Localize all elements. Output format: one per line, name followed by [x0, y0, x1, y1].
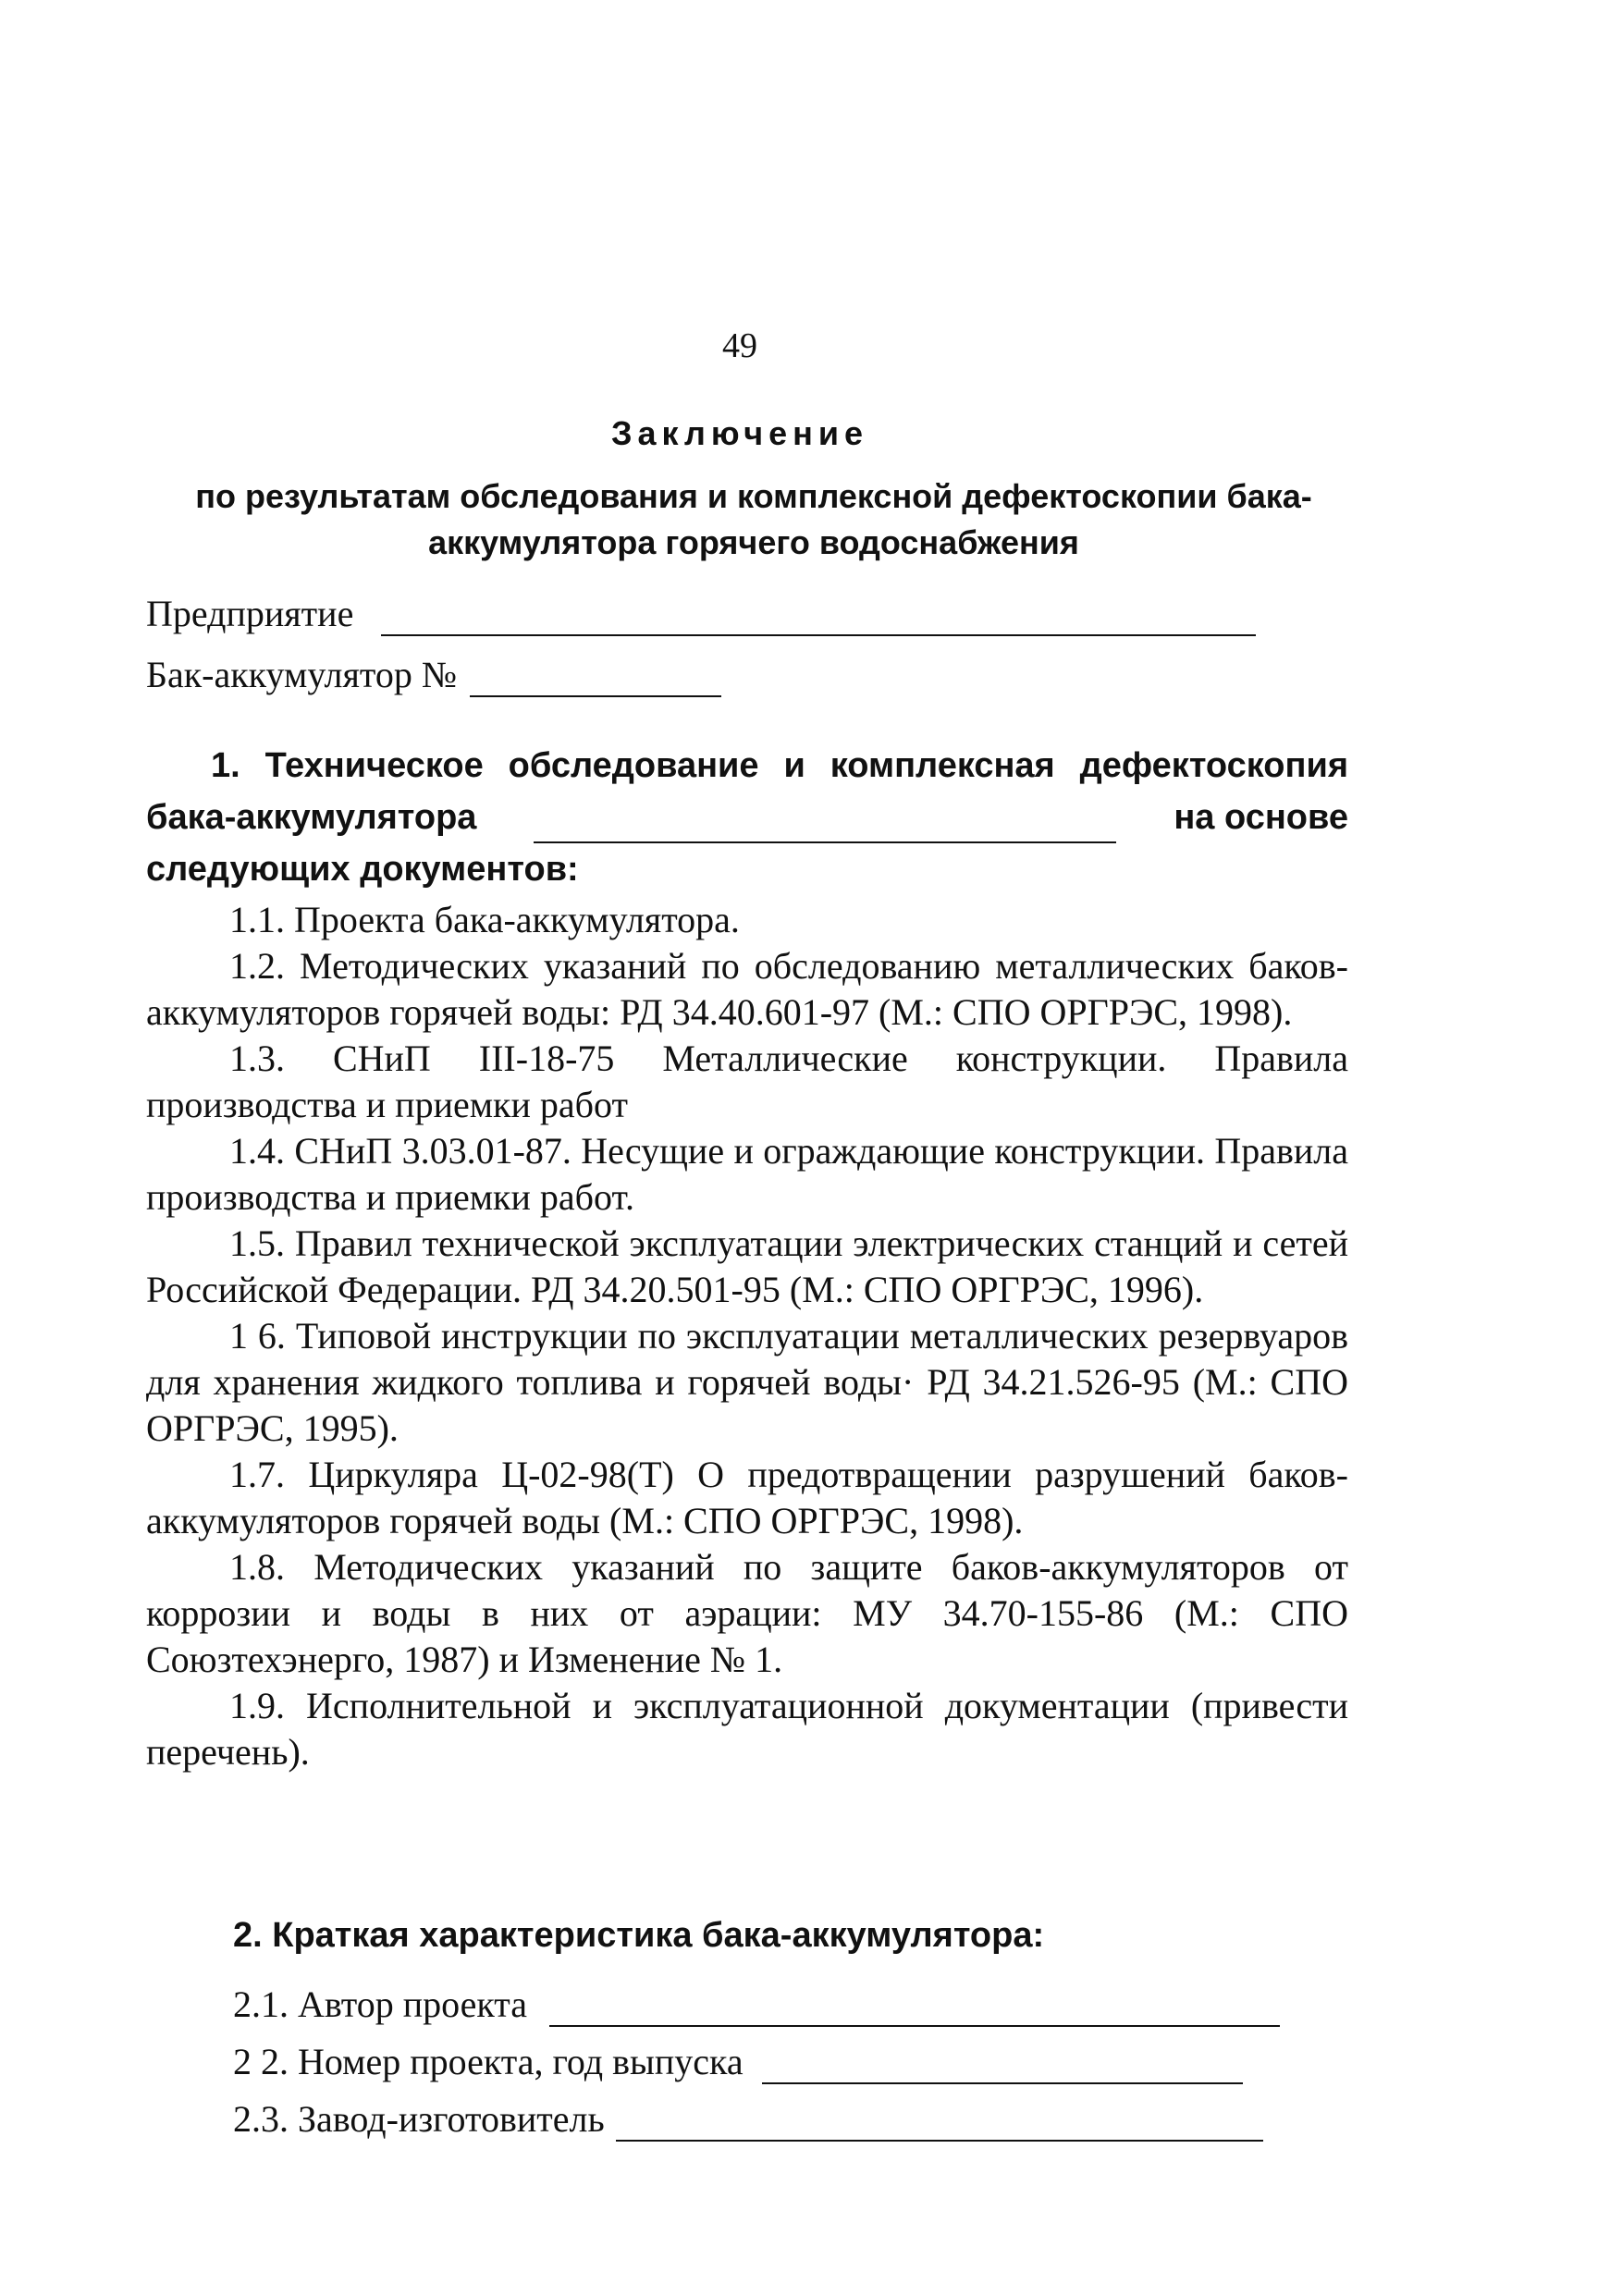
list-item: 1.4. СНиП 3.03.01-87. Несущие и ограждающие конструкции. Правила производства и приемки работ.: [146, 1130, 1348, 1218]
section-1-line-3: следующих документов:: [146, 850, 579, 889]
list-item: 1.8. Методических указаний по защите баков-аккумуляторов от коррозии и воды в них от аэрации: МУ 34.70-155-86 (М.: СПО Союзтехэнерго, 1987) и Изменение № 1.: [146, 1546, 1348, 1680]
list-item: 1 6. Типовой инструкции по эксплуатации металлических резервуаров для хранения жидкого топлива и горячей воды· РД 34.21.526-95 (М.: СПО ОРГРЭС, 1995).: [146, 1315, 1348, 1449]
list-item: 1.1. Проекта бака-аккумулятора.: [229, 899, 740, 940]
manufacturer-field: [233, 2097, 1263, 2142]
manufacturer-blank: [616, 2108, 1263, 2142]
list-item: 1.3. СНиП III-18-75 Металлические конструкции. Правила производства и приемки работ: [146, 1037, 1348, 1125]
project-author-field: [233, 1983, 1280, 2027]
project-number-blank: [762, 2051, 1243, 2084]
section-1-line-2-right: на основе: [1174, 798, 1348, 837]
section-2-heading: 2. Краткая характеристика бака-аккумулятора:: [233, 1916, 1045, 1955]
project-number-label: 2 2. Номер проекта, год выпуска: [233, 2041, 744, 2082]
section-1-line-2-left: бака-аккумулятора: [146, 798, 477, 837]
tank-number-field: [146, 653, 721, 697]
project-author-blank: [549, 1994, 1280, 2027]
enterprise-label: Предприятие: [146, 593, 354, 634]
manufacturer-label: 2.3. Завод-изготовитель: [233, 2098, 605, 2140]
section-1-heading: [146, 740, 1348, 895]
document-subtitle: по результатам обследования и комплексной дефектоскопии бака-аккумулятора горячего водоснабжения: [195, 477, 1312, 561]
section-1-line-1: 1. Техническое обследование и комплексная дефектоскопия: [211, 746, 1348, 785]
project-number-field: [233, 2040, 1243, 2084]
section-1-line-2: [146, 792, 1348, 843]
tank-number-label: Бак-аккумулятор №: [146, 654, 458, 695]
list-item: 1.2. Методических указаний по обследованию металлических баков-аккумуляторов горячей воды: РД 34.40.601-97 (М.: СПО ОРГРЭС, 1998).: [146, 945, 1348, 1033]
enterprise-blank: [381, 603, 1256, 636]
list-item: 1.9. Исполнительной и эксплуатационной документации (привести перечень).: [146, 1685, 1348, 1773]
list-item: 1.7. Циркуляра Ц-02-98(Т) О предотвращении разрушений баков-аккумуляторов горячей воды (М.: СПО ОРГРЭС, 1998).: [146, 1454, 1348, 1541]
list-item: 1.5. Правил технической эксплуатации электрических станций и сетей Российской Федерации. РД 34.20.501-95 (М.: СПО ОРГРЭС, 1996).: [146, 1222, 1348, 1310]
section-1-blank: [534, 804, 1116, 843]
enterprise-field: [146, 592, 1256, 636]
page-number: 49: [722, 326, 757, 365]
section-1-items: [146, 897, 1348, 1775]
project-author-label: 2.1. Автор проекта: [233, 1983, 528, 2025]
tank-number-blank: [470, 664, 721, 697]
document-title: Заключение: [610, 414, 869, 452]
